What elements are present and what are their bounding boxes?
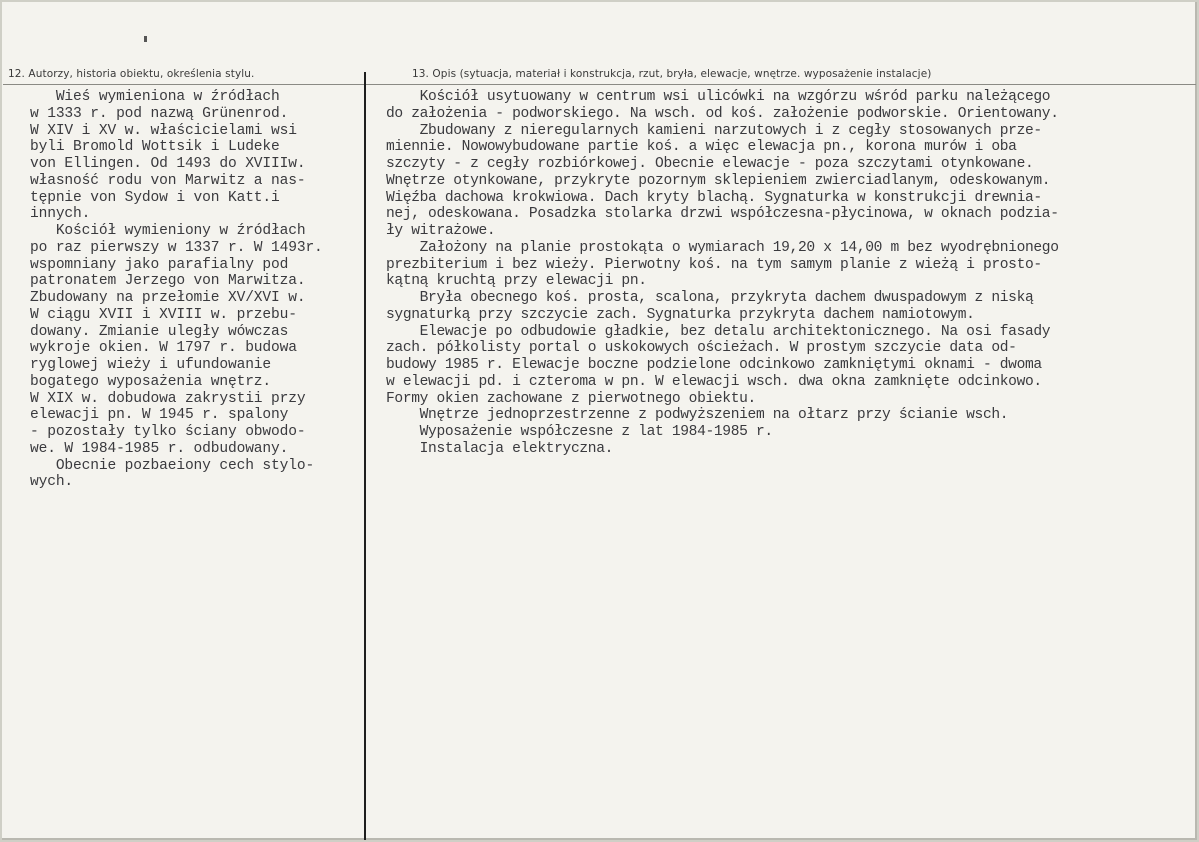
text-line: zach. półkolisty portal o uskokowych ościeżach. W prostym szczycie data od- <box>386 340 1017 357</box>
text-line: innych. <box>30 206 91 223</box>
ink-mark <box>144 36 147 42</box>
text-line: W ciągu XVII i XVIII w. przebu- <box>30 306 297 323</box>
text-line: budowy 1985 r. Elewacje boczne podzielone odcinkowo zamkniętymi oknami - dwoma <box>386 357 1042 373</box>
text-line: we. W 1984-1985 r. odbudowany. <box>30 440 289 457</box>
section-13-heading: 13. Opis (sytuacja, materiał i konstrukcja, rzut, bryła, elewacje, wnętrze. wyposażenie instalacje) <box>412 68 932 80</box>
text-line: Obecnie pozbaeiony cech stylo- <box>30 457 315 474</box>
text-line: nej, odeskowana. Posadzka stolarka drzwi współczesna-płycinowa, w oknach podzia- <box>386 206 1059 223</box>
text-line: elewacji pn. W 1945 r. spalony <box>30 407 289 424</box>
text-line: Kościół wymieniony w źródłach <box>30 223 306 239</box>
text-line: Instalacja elektryczna. <box>386 440 614 457</box>
text-line: Założony na planie prostokąta o wymiarach 19,20 x 14,00 m bez wyodrębnionego <box>386 239 1059 256</box>
text-line: Wnętrze otynkowane, przykryte pozornym sklepieniem zwierciadlanym, odeskowanym. <box>386 172 1051 189</box>
text-line: po raz pierwszy w 1337 r. W 1493r. <box>30 239 323 256</box>
text-line: do założenia - podworskiego. Na wsch. od koś. założenie podworskie. Orientowany. <box>386 105 1059 122</box>
text-line: miennie. Nowowybudowane partie koś. a więc elewacja pn., korona murów i oba <box>386 139 1017 156</box>
text-line: bogatego wyposażenia wnętrz. <box>30 373 272 390</box>
text-line: ły witrażowe. <box>386 223 496 239</box>
text-line: sygnaturką przy szczycie zach. Sygnaturka przykryta dachem namiotowym. <box>386 306 975 323</box>
text-line: patronatem Jerzego von Marwitza. <box>30 273 306 290</box>
header-rule <box>3 84 1196 85</box>
text-line: W XIV i XV w. właścicielami wsi <box>30 122 297 139</box>
text-line: tępnie von Sydow i von Katt.i <box>30 189 280 206</box>
text-line: W XIX w. dobudowa zakrystii przy <box>30 390 306 407</box>
text-line: wych. <box>30 474 74 491</box>
text-line: własność rodu von Marwitz a nas- <box>30 172 306 189</box>
text-line: Wyposażenie współczesne z lat 1984-1985 r. <box>386 424 773 440</box>
text-line: Więźba dachowa krokwiowa. Dach kryty blachą. Sygnaturka w konstrukcji drewnia- <box>386 189 1042 206</box>
text-line: wspomniany jako parafialny pod <box>30 256 289 273</box>
text-line: - pozostały tylko ściany obwodo- <box>30 424 306 440</box>
text-line: ryglowej wieży i ufundowanie <box>30 357 272 373</box>
text-line: w 1333 r. pod nazwą Grünenrod. <box>30 105 289 122</box>
history-text <box>30 89 365 491</box>
text-line: prezbiterium i bez wieży. Pierwotny koś. na tym samym planie z wieżą i prosto- <box>386 256 1042 273</box>
text-line: byli Bromold Wottsik i Ludeke <box>30 139 280 156</box>
text-line: Kościół usytuowany w centrum wsi ulicówki na wzgórzu wśród parku należącego <box>386 89 1051 105</box>
text-line: kątną kruchtą przy elewacji pn. <box>386 273 647 290</box>
text-line: Zbudowany z nieregularnych kamieni narzutowych i z cegły stosowanych prze- <box>386 122 1042 139</box>
text-line: dowany. Zmianie uległy wówczas <box>30 323 289 340</box>
text-line: Wnętrze jednoprzestrzenne z podwyższeniem na ołtarz przy ścianie wsch. <box>386 407 1009 424</box>
text-line: szczyty - z cegły rozbiórkowej. Obecnie elewacje - poza szczytami otynkowane. <box>386 156 1034 172</box>
text-line: w elewacji pd. i czteroma w pn. W elewacji wsch. dwa okna zamknięte odcinkowo. <box>386 373 1042 390</box>
section-12-heading: 12. Autorzy, historia obiektu, określenia stylu. <box>8 68 255 80</box>
text-line: Elewacje po odbudowie gładkie, bez detalu architektonicznego. Na osi fasady <box>386 323 1051 340</box>
text-line: Wieś wymieniona w źródłach <box>30 89 280 105</box>
text-line: wykroje okien. W 1797 r. budowa <box>30 340 297 357</box>
description-text <box>386 89 1191 458</box>
text-line: von Ellingen. Od 1493 do XVIIIw. <box>30 156 306 172</box>
text-line: Formy okien zachowane z pierwotnego obiektu. <box>386 390 756 407</box>
text-line: Bryła obecnego koś. prosta, scalona, przykryta dachem dwuspadowym z niską <box>386 290 1034 306</box>
text-line: Zbudowany na przełomie XV/XVI w. <box>30 290 306 306</box>
